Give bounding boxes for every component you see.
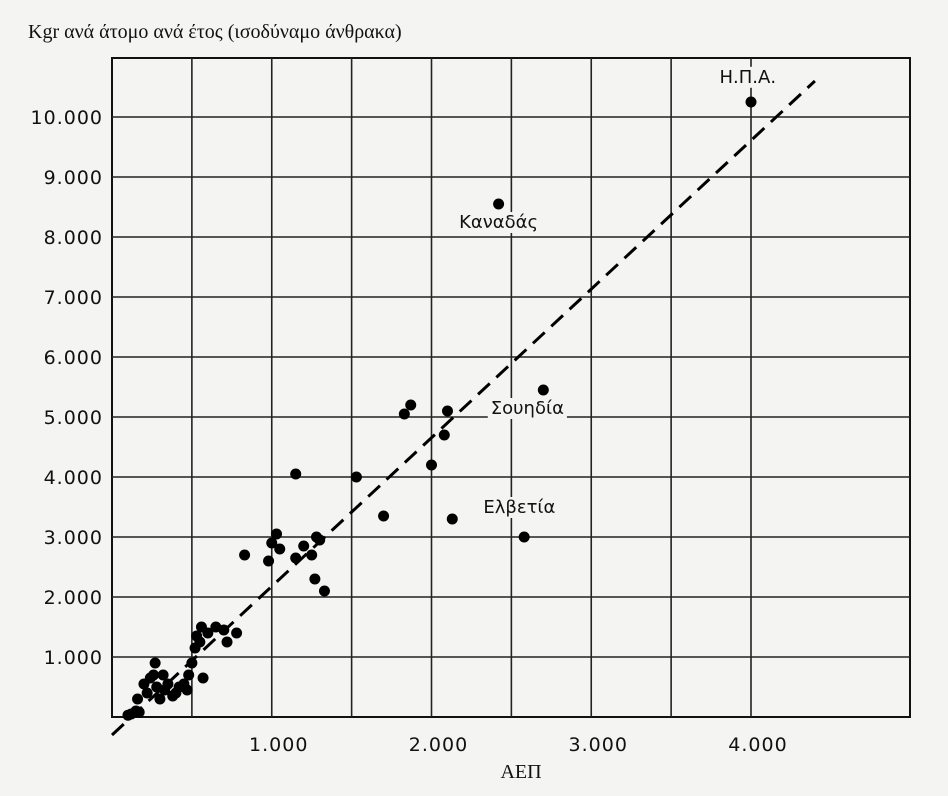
y-tick-label: 10.000 (30, 107, 103, 129)
data-point (306, 550, 317, 561)
data-point (239, 550, 250, 561)
data-point (405, 400, 416, 411)
data-point (314, 535, 325, 546)
data-point (182, 685, 193, 696)
data-point (442, 406, 453, 417)
grid-layer (112, 58, 910, 717)
data-point (290, 469, 301, 480)
data-point (218, 625, 229, 636)
y-tick-label: 5.000 (43, 407, 103, 429)
x-axis-title: ΑΕΠ (500, 761, 542, 783)
data-point (198, 673, 209, 684)
data-point (183, 670, 194, 681)
data-point (274, 544, 285, 555)
y-tick-label: 7.000 (43, 287, 103, 309)
data-point (309, 574, 320, 585)
y-tick-label: 9.000 (43, 167, 103, 189)
x-tick-label: 3.000 (568, 734, 628, 756)
data-point (538, 385, 549, 396)
annotation-layer (456, 67, 779, 518)
y-tick-label: 2.000 (43, 587, 103, 609)
data-point (142, 688, 153, 699)
y-tick-label: 6.000 (43, 347, 103, 369)
country-annotation: Καναδάς (459, 212, 539, 233)
data-point (493, 199, 504, 210)
data-point (378, 511, 389, 522)
data-point (263, 556, 274, 567)
data-point (271, 529, 282, 540)
data-point (439, 430, 450, 441)
data-point (351, 472, 362, 483)
data-point (519, 532, 530, 543)
country-annotation: Ελβετία (483, 497, 556, 518)
data-point (290, 553, 301, 564)
data-point (150, 658, 161, 669)
data-point (194, 637, 205, 648)
y-axis-title: Kgr ανά άτομο ανά έτος (ισοδύναμο άνθρακα) (28, 21, 402, 43)
data-point (426, 460, 437, 471)
data-point (231, 628, 242, 639)
data-point (148, 670, 159, 681)
x-tick-label: 2.000 (408, 734, 469, 756)
data-point (399, 409, 410, 420)
data-point (132, 694, 143, 705)
trend-layer (112, 81, 815, 735)
data-point (122, 710, 133, 721)
country-annotation: Σουηδία (490, 398, 564, 419)
data-point (222, 637, 233, 648)
country-annotation: Η.Π.Α. (719, 66, 777, 88)
data-point (447, 514, 458, 525)
y-tick-label: 1.000 (43, 647, 103, 669)
data-point (298, 541, 309, 552)
data-point (134, 707, 145, 718)
x-tick-label: 1.000 (249, 734, 309, 756)
x-tick-label: 4.000 (728, 734, 788, 756)
trend-line (112, 81, 815, 735)
y-tick-label: 4.000 (43, 467, 103, 489)
data-point (319, 586, 330, 597)
points-layer (122, 97, 756, 721)
ticks-layer (31, 107, 788, 756)
y-tick-label: 8.000 (43, 227, 103, 249)
data-point (162, 679, 173, 690)
data-point (746, 97, 757, 108)
y-tick-label: 3.000 (43, 527, 103, 549)
data-point (186, 658, 197, 669)
